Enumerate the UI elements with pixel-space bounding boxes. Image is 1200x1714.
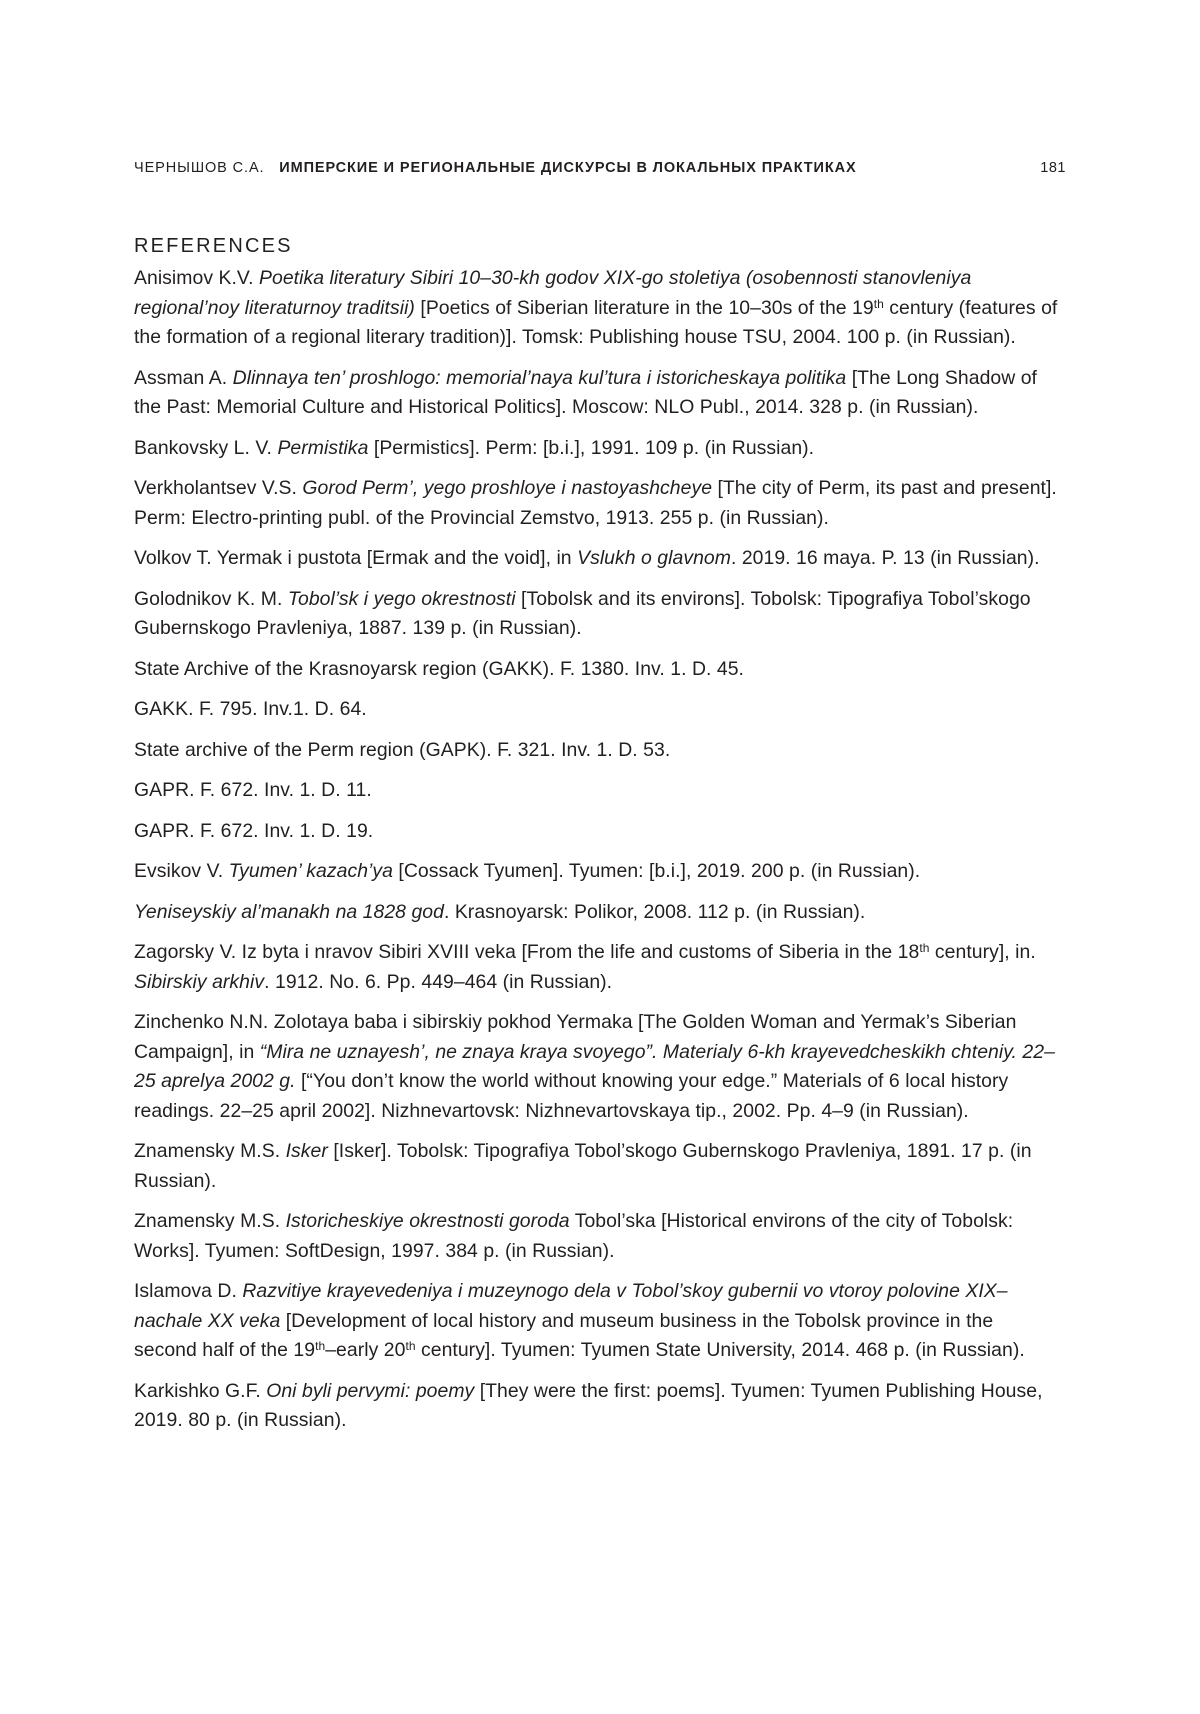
ref-gapr-11: GAPR. F. 672. Inv. 1. D. 11.: [134, 779, 372, 801]
running-head-title: ИМПЕРСКИЕ И РЕГИОНАЛЬНЫЕ ДИСКУРСЫ В ЛОКАЛЬНЫХ ПРАКТИКАХ: [279, 160, 857, 176]
ref-zagorsky: Zagorsky V. Iz byta i nravov Sibiri XVIII veka [From the life and customs of Siberia in the 18th century], in. Sibirskiy arkhiv. 1912. No. 6. Pp. 449–464 (in Russian).: [134, 940, 1036, 993]
ref-gapk: State archive of the Perm region (GAPK). F. 321. Inv. 1. D. 53.: [134, 738, 671, 761]
ref-yeniseyskiy: Yeniseyskiy al’manakh na 1828 god. Krasnoyarsk: Polikor, 2008. 112 p. (in Russian).: [134, 900, 866, 923]
ref-verkholantsev: Verkholantsev V.S. Gorod Perm’, yego proshloye i nastoyashcheye [The city of Perm, its past and present]. Perm: Electro-printing publ. of the Provincial Zemstvo, 1913. 255 p. (in Russian).: [134, 477, 1057, 529]
ref-assman: Assman A. Dlinnaya ten’ proshlogo: memorial’naya kul’tura i istoricheskaya politika [The Long Shadow of the Past: Memorial Culture and Historical Politics]. Moscow: NLO Publ., 2014. 328 p. (in Russian).: [134, 366, 1037, 418]
ref-zinchenko: Zinchenko N.N. Zolotaya baba i sibirskiy pokhod Yermaka [The Golden Woman and Yermak’s Siberian Campaign], in “Mira ne uznayesh’, ne znaya kraya svoyego”. Materialy 6-kh krayevedcheskikh chteniy. 22–25 aprelya 2002 g. [“You don’t know the world without knowing your edge.” Materials of 6 local history readings. 22–25 april 2002]. Nizhnevartovsk: Nizhnevartovskaya tip., 2002. Pp. 4–9 (in Russian).: [134, 1011, 1055, 1122]
ref-islamova: Islamova D. Razvitiye krayevedeniya i muzeynogo dela v Tobol’skoy gubernii vo vtoroy polovine XIX–nachale XX veka [Development of local history and museum business in the Tobolsk province in the second half of the 19th–early 20th century]. Tyumen: Tyumen State University, 2014. 468 p. (in Russian).: [134, 1280, 1025, 1361]
page-number: 181: [1040, 160, 1066, 176]
ref-volkov: Volkov T. Yermak i pustota [Ermak and the void], in Vslukh o glavnom. 2019. 16 maya. P. 13 (in Russian).: [134, 547, 1040, 569]
ref-anisimov: Anisimov K.V. Poetika literatury Sibiri 10–30-kh godov XIX-go stoletiya (osobennosti stanovleniya regional’noy literaturnoy traditsii) [Poetics of Siberian literature in the 10–30s of the 19th century (features of the formation of a regional literary tradition)]. Tomsk: Publishing house TSU, 2004. 100 p. (in Russian).: [134, 267, 1058, 348]
ref-golodnikov: Golodnikov K. M. Tobol’sk i yego okrestnosti [Tobolsk and its environs]. Tobolsk: Tipografiya Tobol’skogo Gubernskogo Pravleniya, 1887. 139 p. (in Russian).: [134, 587, 1031, 639]
page-title: REFERENCES: [134, 235, 293, 258]
ref-gakk-795: GAKK. F. 795. Inv.1. D. 64.: [134, 698, 367, 720]
ref-gapr-19: GAPR. F. 672. Inv. 1. D. 19.: [134, 819, 374, 842]
running-head-author: ЧЕРНЫШОВ С.А.: [134, 160, 265, 176]
running-head-text: [134, 160, 857, 176]
ref-znamensky-okrestnosti: Znamensky M.S. Istoricheskiye okrestnosti goroda Tobol’ska [Historical environs of the city of Tobolsk: Works]. Tyumen: SoftDesign, 1997. 384 p. (in Russian).: [134, 1210, 1014, 1262]
running-head: [134, 160, 1066, 176]
ref-bankovsky: Bankovsky L. V. Permistika [Permistics]. Perm: [b.i.], 1991. 109 p. (in Russian).: [134, 436, 815, 459]
ref-karkishko: Karkishko G.F. Oni byli pervymi: poemy [They were the first: poems]. Tyumen: Tyumen Publishing House, 2019. 80 p. (in Russian).: [134, 1379, 1043, 1431]
ref-gakk-1380: State Archive of the Krasnoyarsk region (GAKK). F. 1380. Inv. 1. D. 45.: [134, 657, 744, 680]
ref-znamensky-isker: Znamensky M.S. Isker [Isker]. Tobolsk: Tipografiya Tobol’skogo Gubernskogo Pravleniya, 1891. 17 p. (in Russian).: [134, 1140, 1032, 1192]
ref-evsikov: Evsikov V. Tyumen’ kazach’ya [Cossack Tyumen]. Tyumen: [b.i.], 2019. 200 p. (in Russian).: [134, 860, 921, 882]
references-list: [134, 264, 1058, 1447]
